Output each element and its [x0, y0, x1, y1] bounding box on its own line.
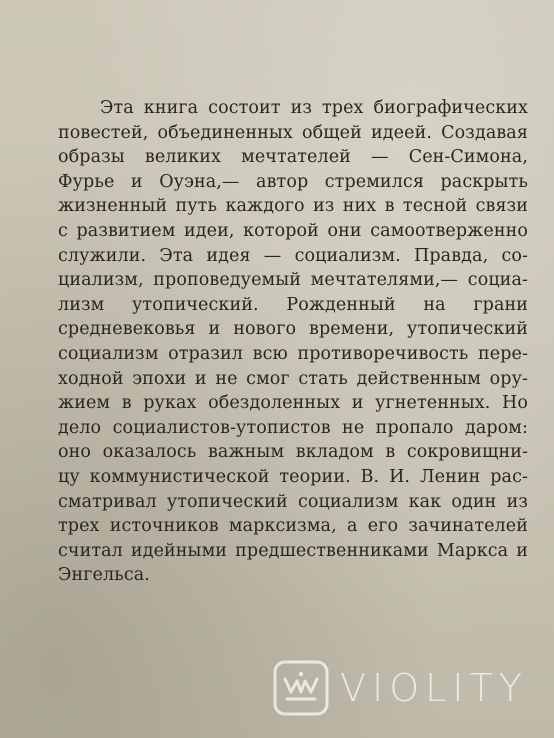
text-line: оно оказалось важным вкладом в сокровищни-: [58, 442, 528, 463]
text-line: жием в руках обездоленных и угнетенных. Но: [58, 393, 528, 414]
text-line: с развитием идеи, которой они самоотверженно: [58, 220, 528, 241]
text-line: Фурье и Оуэна,— автор стремился раскрыть: [58, 171, 528, 192]
text-line: цу коммунистической теории. В. И. Ленин рас-: [58, 466, 528, 487]
text-line: циализм, проповедуемый мечтателями,— социа-: [58, 270, 528, 291]
text-line: образы великих мечтателей — Сен-Симона,: [58, 147, 528, 168]
text-line: Эта книга состоит из трех биографических: [100, 98, 528, 118]
violity-crown-logo-icon: [272, 659, 330, 717]
text-line: служили. Эта идея — социализм. Правда, со-: [58, 245, 528, 266]
text-line: лизм утопический. Рожденный на грани: [58, 294, 528, 315]
text-line: средневековья и нового времени, утопический: [58, 319, 528, 340]
text-line: трех источников марксизма, а его зачинателей: [58, 516, 528, 537]
text-line: считал идейными предшественниками Маркса и: [58, 540, 528, 561]
text-line: сматривал утопический социализм как один из: [58, 491, 528, 512]
text-line: социализм отразил всю противоречивость пере-: [58, 343, 528, 364]
watermark-text: VIOLITY: [340, 666, 528, 710]
text-line: ходной эпохи и не смог стать действенным ору-: [58, 368, 528, 389]
text-line: повестей, объединенных общей идеей. Создавая: [58, 122, 528, 143]
watermark: [272, 652, 528, 724]
body-paragraph: [58, 96, 528, 588]
text-line: жизненный путь каждого из них в тесной связи: [58, 196, 528, 217]
text-line: дело социалистов-утопистов не пропало даром:: [58, 417, 528, 438]
text-line: Энгельса.: [58, 565, 150, 586]
